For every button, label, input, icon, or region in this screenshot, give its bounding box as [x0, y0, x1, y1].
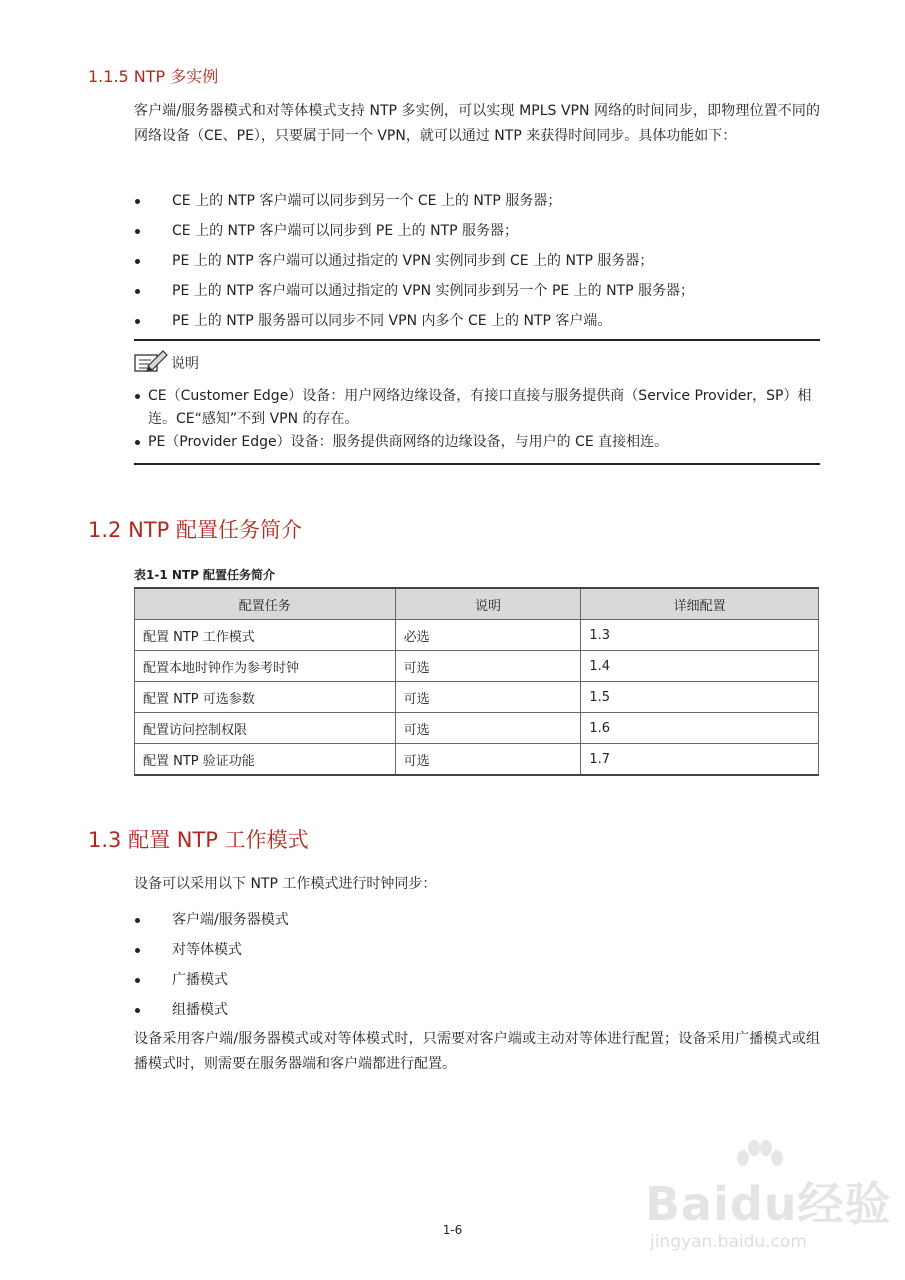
bullet-icon	[135, 918, 140, 923]
column-header: 配置任务	[135, 588, 396, 620]
column-header: 说明	[395, 588, 581, 620]
list-item: 广播模式	[134, 965, 289, 995]
table-cell: 可选	[395, 651, 581, 682]
baidu-jingyan-watermark	[645, 1140, 892, 1270]
table-row	[135, 651, 819, 682]
bullet-icon	[135, 978, 140, 983]
bullet-icon	[135, 948, 140, 953]
bullet-icon	[135, 229, 140, 234]
table-cell: 1.6	[581, 713, 819, 744]
table-row	[135, 682, 819, 713]
table-cell: 1.7	[581, 744, 819, 776]
section-heading-1-1-5: 1.1.5 NTP 多实例	[88, 67, 219, 86]
table-cell: 配置本地时钟作为参考时钟	[135, 651, 396, 682]
table-header-row	[135, 588, 819, 620]
note-item: PE（Provider Edge）设备：服务提供商网络的边缘设备，与用户的 CE 直接相连。	[134, 431, 820, 454]
note-pencil-icon	[134, 349, 168, 373]
bullet-icon	[135, 199, 140, 204]
list-item: 组播模式	[134, 995, 289, 1025]
table-cell: 1.4	[581, 651, 819, 682]
table-cell: 必选	[395, 620, 581, 651]
list-item: 客户端/服务器模式	[134, 905, 289, 935]
note-box	[134, 339, 820, 465]
table-cell: 配置 NTP 可选参数	[135, 682, 396, 713]
section-1-3-bullet-list	[134, 905, 289, 1025]
table-row	[135, 713, 819, 744]
config-task-table	[134, 587, 819, 776]
bullet-icon	[135, 259, 140, 264]
section-heading-1-2: 1.2 NTP 配置任务简介	[88, 518, 302, 542]
note-list	[134, 385, 820, 454]
table-caption: 表1-1 NTP 配置任务简介	[134, 568, 276, 582]
page-number: 1-6	[442, 1223, 463, 1237]
list-item: PE 上的 NTP 客户端可以通过指定的 VPN 实例同步到 CE 上的 NTP 服务器；	[134, 246, 694, 276]
note-title: 说明	[171, 356, 199, 372]
list-item: 对等体模式	[134, 935, 289, 965]
table-cell: 1.3	[581, 620, 819, 651]
table-row	[135, 744, 819, 776]
list-item: CE 上的 NTP 客户端可以同步到另一个 CE 上的 NTP 服务器；	[134, 186, 694, 216]
bullet-icon	[135, 440, 140, 445]
bullet-icon	[135, 319, 140, 324]
table-cell: 可选	[395, 713, 581, 744]
table-cell: 配置 NTP 验证功能	[135, 744, 396, 776]
table-cell: 可选	[395, 744, 581, 776]
list-item: PE 上的 NTP 客户端可以通过指定的 VPN 实例同步到另一个 PE 上的 NTP 服务器；	[134, 276, 694, 306]
column-header: 详细配置	[581, 588, 819, 620]
watermark-url: jingyan.baidu.com	[650, 1232, 807, 1252]
bullet-icon	[135, 394, 140, 399]
section-1-3-outro: 设备采用客户端/服务器模式或对等体模式时，只需要对客户端或主动对等体进行配置；设备采用广播模式或组播模式时，则需要在服务器端和客户端都进行配置。	[134, 1031, 820, 1072]
bullet-icon	[135, 289, 140, 294]
bullet-icon	[135, 1008, 140, 1013]
list-item: PE 上的 NTP 服务器可以同步不同 VPN 内多个 CE 上的 NTP 客户端。	[134, 306, 694, 336]
watermark-brand: Baidu经验	[645, 1177, 892, 1231]
table-cell: 配置 NTP 工作模式	[135, 620, 396, 651]
note-item: CE（Customer Edge）设备：用户网络边缘设备，有接口直接与服务提供商（Service Provider，SP）相连。CE“感知”不到 VPN 的存在。	[134, 385, 820, 431]
section-1-1-5-bullet-list	[134, 186, 694, 336]
table-row	[135, 620, 819, 651]
section-1-3-intro: 设备可以采用以下 NTP 工作模式进行时钟同步：	[134, 876, 437, 892]
table-cell: 1.5	[581, 682, 819, 713]
section-1-1-5-intro: 客户端/服务器模式和对等体模式支持 NTP 多实例，可以实现 MPLS VPN 网络的时间同步，即物理位置不同的网络设备（CE、PE），只要属于同一个 VPN，就可以通过 NTP 来获得时间同步。具体功能如下：	[134, 103, 820, 144]
section-heading-1-3: 1.3 配置 NTP 工作模式	[88, 828, 309, 852]
table-cell: 配置访问控制权限	[135, 713, 396, 744]
list-item: CE 上的 NTP 客户端可以同步到 PE 上的 NTP 服务器；	[134, 216, 694, 246]
table-cell: 可选	[395, 682, 581, 713]
